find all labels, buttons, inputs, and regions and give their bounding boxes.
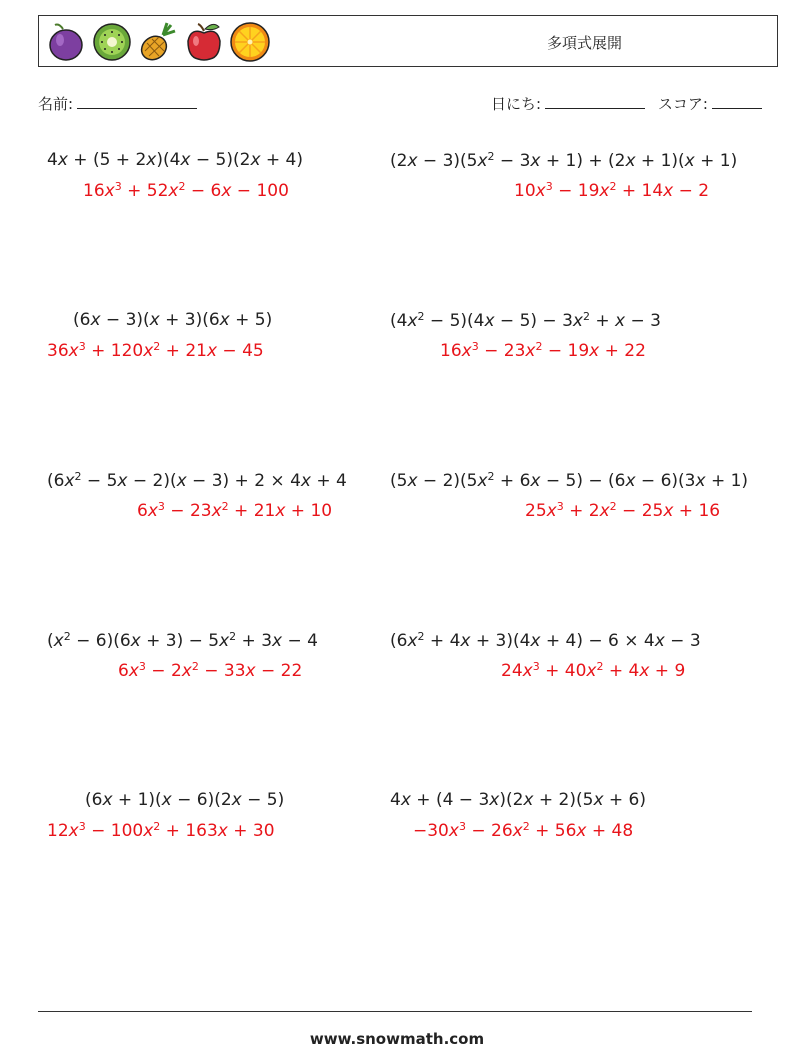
plum-icon (45, 21, 87, 63)
date-blank[interactable] (545, 94, 645, 109)
kiwi-icon (91, 21, 133, 63)
apple-icon (183, 21, 225, 63)
answer-4: $16x^3 - 23x^2 - 19x + 22$ (440, 340, 646, 361)
date-score-fields (491, 93, 762, 114)
problem-1: 4x + (5 + 2x)(4x − 5)(2x + 4) (47, 150, 303, 170)
problem-7: $(x^2 - 6)(6x + 3) - 5x^2 + 3x - 4$ (47, 630, 318, 651)
answer-5: $6x^3 - 23x^2 + 21x + 10$ (137, 500, 333, 521)
answer-1: $16x^3 + 52x^2 - 6x - 100$ (83, 180, 289, 201)
problem-8: $(6x^2 + 4x + 3)(4x + 4) - 6 \times 4x - 3$ (390, 630, 701, 651)
problem-4: $(4x^2 - 5)(4x - 5) - 3x^2 + x - 3$ (390, 310, 661, 331)
footer-divider (38, 1011, 752, 1012)
page-title: 多項式展開 (547, 34, 623, 52)
answer-9: $12x^3 - 100x^2 + 163x + 30$ (47, 820, 275, 841)
date-label: 日にち: (491, 95, 542, 113)
header-box (38, 15, 778, 67)
footer-url: www.snowmath.com (309, 1030, 485, 1048)
answer-8: $24x^3 + 40x^2 + 4x + 9$ (501, 660, 686, 681)
orange-icon (229, 21, 271, 63)
pineapple-icon (137, 21, 179, 63)
problem-5: $(6x^2 - 5x - 2)(x - 3) + 2 \times 4x + 4$ (47, 470, 347, 491)
answer-10: $-30x^3 - 26x^2 + 56x + 48$ (413, 820, 634, 841)
answer-3: $36x^3 + 120x^2 + 21x - 45$ (47, 340, 264, 361)
problem-9: (6x + 1)(x − 6)(2x − 5) (85, 790, 285, 810)
fruit-icons (45, 21, 271, 63)
answer-2: $10x^3 - 19x^2 + 14x - 2$ (514, 180, 710, 201)
problem-6: $(5x - 2)(5x^2 + 6x - 5) - (6x - 6)(3x + 1)$ (390, 470, 749, 491)
score-label: スコア: (657, 95, 708, 113)
problem-10: 4x + (4 − 3x)(2x + 2)(5x + 6) (390, 790, 646, 810)
name-blank[interactable] (77, 94, 197, 109)
name-field (38, 93, 197, 114)
problem-2: $(2x - 3)(5x^2 - 3x + 1) + (2x + 1)(x + 1)$ (390, 150, 738, 171)
name-label: 名前: (38, 95, 74, 113)
score-blank[interactable] (712, 94, 762, 109)
answer-7: $6x^3 - 2x^2 - 33x - 22$ (118, 660, 303, 681)
answer-6: $25x^3 + 2x^2 - 25x + 16$ (525, 500, 721, 521)
problem-3: (6x − 3)(x + 3)(6x + 5) (73, 310, 273, 330)
